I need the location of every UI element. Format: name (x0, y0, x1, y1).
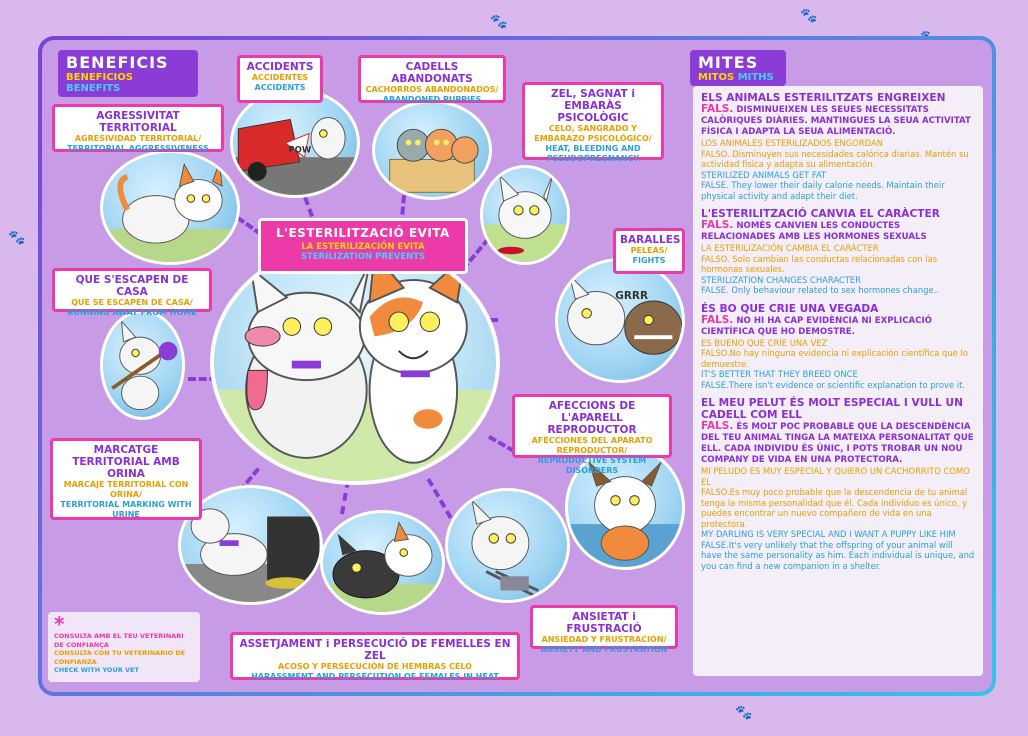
myth-heading: ÉS BO QUE CRIE UNA VEGADA (701, 302, 879, 315)
myth-es-heading: LA ESTERILIZACIÓN CAMBIA EL CARÁCTER (701, 243, 879, 253)
center-title-box (258, 218, 468, 274)
label-accidents-en: ACCIDENTS (254, 83, 306, 92)
center-title-en: STERILIZATION PREVENTS (300, 252, 426, 262)
label-accidents-es: ACCIDENTES (251, 73, 309, 82)
label-repro-ca: AFECCIONS DE L'APARELL REPRODUCTOR (547, 400, 637, 436)
label-accidents-ca: ACCIDENTS (246, 61, 314, 73)
myth-heading: EL MEU PELUT ÉS MOLT ESPECIAL I VULL UN CADELL COM ELL (701, 397, 963, 421)
myth-item (701, 397, 975, 571)
myth-en-text: FALSE. They lower their daily calorie needs. Maintain their physical activity and adapt their diet. (701, 180, 945, 201)
myth-item (701, 208, 975, 296)
myth-item (701, 303, 975, 391)
label-escape-ca: QUE S'ESCAPEN DE CASA (75, 274, 189, 298)
label-escape (52, 268, 212, 317)
label-anxiety (530, 605, 678, 654)
label-anxiety-en: ANXIETY AND FRUSTRATION (540, 645, 668, 654)
label-anxiety-ca: ANSIETAT i FRUSTRACIÓ (566, 611, 642, 635)
pow-text: POW (288, 145, 312, 156)
myth-en-heading: STERILIZATION CHANGES CHARACTER (701, 274, 861, 285)
vet-note-es: CONSULTA CON TU VETERINARIO DE CONFIANZA (54, 649, 186, 666)
label-escape-en: RUNNING AWAY FROM HOME (67, 308, 197, 317)
vet-note (48, 612, 200, 682)
paw-icon: 🐾 (8, 230, 26, 246)
label-puppies-es: CACHORROS ABANDONADOS/ (365, 85, 499, 94)
myth-en-text: FALSE. Only behaviour related to sex hormones change.. (701, 285, 939, 295)
label-repro-en: REPRODUCTIVE SYSTEM DISORDERS (537, 456, 647, 475)
vet-note-en: CHECK WITH YOUR VET (54, 666, 139, 674)
harass-illustration (320, 510, 445, 615)
label-aggressive-ca: AGRESSIVITAT TERRITORIAL (96, 110, 180, 134)
myth-es-heading: ES BUENO QUE CRÍE UNA VEZ (701, 337, 828, 348)
label-fights (613, 228, 685, 274)
label-marking-en: TERRITORIAL MARKING WITH URINE (60, 500, 192, 519)
myths-subtitle-es: MITOS (698, 72, 735, 83)
myths-title: MITES (698, 53, 759, 72)
myth-es-text: FALSO. Solo cambian las conductas relacionadas con las hormonas sexuales. (701, 253, 938, 274)
myth-false-text: DISMINUEIXEN LES SEUES NECESSITATS CALÒRIQUES DIÀRIES. MANTINGUES LA SEUA ACTIVITAT FÍSICA I ADAPTA LA SEUA ALIMENTACIÓ. (701, 105, 971, 137)
label-escape-es: QUE SE ESCAPEN DE CASA/ (71, 298, 193, 307)
label-aggressive-en: TERRITORIAL AGGRESSIVENESS (67, 144, 209, 153)
label-anxiety-es: ANSIEDAD Y FRUSTRACIÓN/ (541, 635, 667, 644)
heat-illustration (480, 165, 570, 265)
aggressive-illustration (100, 150, 240, 265)
myths-panel (693, 86, 983, 676)
central-cats-illustration (210, 240, 500, 485)
myth-es-text: FALSO.No hay ninguna evidencia ni explicación científica que lo demuestre. (701, 348, 968, 369)
label-heat-en: HEAT, BLEEDING AND PSEUDOPREGNANCY (545, 144, 641, 163)
benefits-subtitle-es: BENEFICIOS (66, 72, 133, 83)
label-puppies-en: ABANDONED PUPPIES (382, 95, 482, 104)
myth-en-text: FALSE.There isn't evidence or scientific explanation to prove it. (701, 379, 966, 390)
myth-es-heading: MI PELUDO ES MUY ESPECIAL Y QUIERO UN CACHORRITO COMO ÉL (701, 466, 970, 487)
label-harass-ca: ASSETJAMENT i PERSECUCIÓ DE FEMELLES EN ZEL (239, 638, 511, 662)
label-aggressive (52, 104, 224, 152)
myth-false-text: ÉS MOLT POC PROBABLE QUE LA DESCENDÈNCIA DEL TEU ANIMAL TINGA LA MATEIXA PERSONALITAT QUE ELL. CADA INDIVIDU ÉS ÚNIC, I POTS TROBAR UN NOU COMPANY DE VIDA EN UNA PROTECTORA. (701, 422, 974, 465)
label-harass (230, 632, 520, 680)
label-puppies-ca: CADELLS ABANDONATS (391, 61, 473, 85)
center-title-es: LA ESTERILIZACIÓN EVITA (301, 242, 425, 252)
label-marking (50, 438, 202, 520)
paw-icon: 🐾 (490, 14, 508, 30)
myth-false-label: FALS. (701, 103, 734, 115)
myth-false-label: FALS. (701, 420, 734, 432)
grrr-text: GRRR (615, 290, 649, 303)
myth-false-label: FALS. (701, 219, 734, 231)
label-repro-es: AFECCIONES DEL APARATO REPRODUCTOR/ (531, 436, 653, 455)
vet-note-ca: CONSULTA AMB EL TEU VETERINARI DE CONFIANÇA (54, 632, 184, 649)
myth-en-heading: STERILIZED ANIMALS GET FAT (701, 169, 827, 180)
label-fights-es: PELEAS/ (630, 246, 668, 255)
accidents-illustration (230, 88, 360, 198)
benefits-title: BENEFICIS (66, 53, 169, 72)
myth-en-text: FALSE.It's very unlikely that the offspring of your animal will have the same personality as him. Each individual is unique, and you can find a new companion in a shelter. (701, 539, 975, 571)
myth-es-text: FALSO. Disminuyen sus necesidades calórica diarias. Mantén su actividad física y adapta su alimentación. (701, 148, 969, 169)
center-title-ca: L'ESTERILITZACIÓ EVITA (276, 226, 450, 240)
label-marking-es: MARCAJE TERRITORIAL CON ORINA/ (63, 480, 189, 499)
asterisk-icon: * (54, 612, 65, 636)
label-heat (522, 82, 664, 163)
label-aggressive-es: AGRESIVIDAD TERRITORIAL/ (74, 134, 202, 143)
label-harass-es: ACOSO Y PERSECUCIÓN DE HEMBRAS CELO (278, 662, 472, 671)
myth-false-label: FALS. (701, 313, 734, 326)
label-fights-en: FIGHTS (632, 256, 666, 265)
myth-false-text: NOMÉS CANVIEN LES CONDUCTES RELACIONADES AMB LES HORMONES SEXUALS (701, 221, 927, 242)
label-heat-es: CELO, SANGRADO Y EMBARAZO PSICOLÓGICO/ (534, 124, 652, 143)
label-heat-ca: ZEL, SAGNAT i EMBARÀS PSICOLÒGIC (551, 88, 635, 124)
benefits-header (58, 50, 198, 97)
myth-es-text: FALSO.Es muy poco probable que la descendencia de tu animal tenga la misma personalidad que él. Cada individuo es único, y puedes encontrar un nuevo compañero de vida en una protectora. (701, 487, 968, 529)
label-harass-en: HARASSMENT AND PERSECUTION OF FEMALES IN HEAT (251, 672, 499, 681)
myths-header (690, 50, 786, 86)
fights-illustration (555, 258, 685, 383)
myth-item (701, 92, 975, 201)
myth-false-text: NO HI HA CAP EVIDÈNCIA NI EXPLICACIÓ CIENTÍFICA QUE HO DEMOSTRE. (701, 315, 932, 337)
myths-subtitle-en: MITHS (737, 72, 774, 83)
paw-icon: 🐾 (735, 705, 753, 721)
label-accidents (237, 55, 323, 103)
puppies-illustration (372, 100, 492, 200)
myth-es-heading: LOS ANIMALES ESTERILIZADOS ENGORDAN (701, 138, 883, 148)
myth-en-heading: MY DARLING IS VERY SPECIAL AND I WANT A PUPPY LIKE HIM (701, 529, 956, 539)
myth-heading: L'ESTERILITZACIÓ CANVIA EL CARÀCTER (701, 208, 940, 220)
label-repro (512, 394, 672, 475)
anxiety-illustration (445, 488, 570, 603)
myth-en-heading: IT'S BETTER THAT THEY BREED ONCE (701, 369, 858, 379)
label-fights-ca: BARALLES (620, 234, 681, 246)
paw-icon: 🐾 (800, 8, 818, 24)
escape-illustration (100, 310, 185, 420)
myth-heading: ELS ANIMALS ESTERILITZATS ENGREIXEN (701, 92, 946, 104)
label-marking-ca: MARCATGE TERRITORIAL AMB ORINA (72, 444, 180, 480)
benefits-subtitle-en: BENEFITS (66, 83, 121, 94)
label-puppies (358, 55, 506, 103)
